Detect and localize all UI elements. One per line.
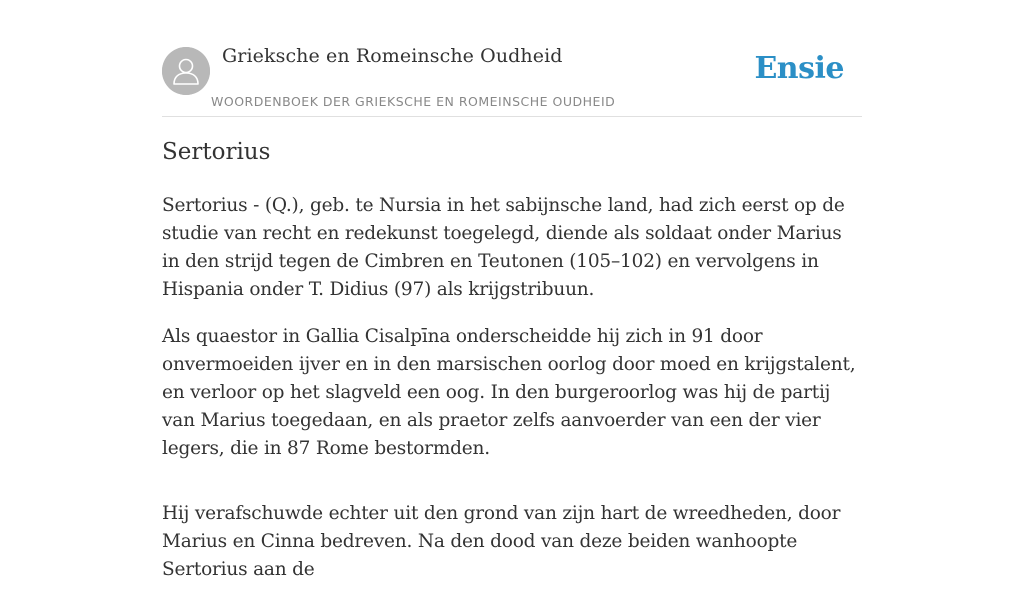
ensie-logo[interactable]: Ensie (754, 51, 844, 86)
source-header (162, 0, 862, 117)
source-title[interactable]: Grieksche en Romeinsche Oudheid (222, 45, 563, 67)
user-icon[interactable] (162, 47, 210, 95)
page (162, 0, 862, 580)
entry-paragraph: Als quaestor in Gallia Cisalpīna onderscheidde hij zich in 91 door onvermoeiden ijver en in den marsischen oorlog door moed en krijgstalent, en verloor op het slagveld een oog. In den burgeroorlog was hij de partij van Marius toegedaan, en als praetor zelfs aanvoerder van een der vier legers, die in 87 Rome bestormden. (162, 326, 856, 459)
entry-paragraph: Hij verafschuwde echter uit den grond van zijn hart de wreedheden, door Marius en Cinna bedreven. Na den dood van deze beiden wanhoopte Sertorius aan de (162, 503, 841, 580)
entry-paragraph: Sertorius - (Q.), geb. te Nursia in het sabijnsche land, had zich eerst op de studie van recht en redekunst toegelegd, diende als soldaat onder Marius in den strijd tegen de Cimbren en Teutonen (105–102) en vervolgens in Hispania onder T. Didius (97) als krijgstribuun. (162, 195, 845, 300)
source-subtitle: WOORDENBOEK DER GRIEKSCHE EN ROMEINSCHE OUDHEID (211, 94, 616, 109)
entry-title: Sertorius (162, 139, 271, 165)
entry-content (162, 192, 862, 603)
